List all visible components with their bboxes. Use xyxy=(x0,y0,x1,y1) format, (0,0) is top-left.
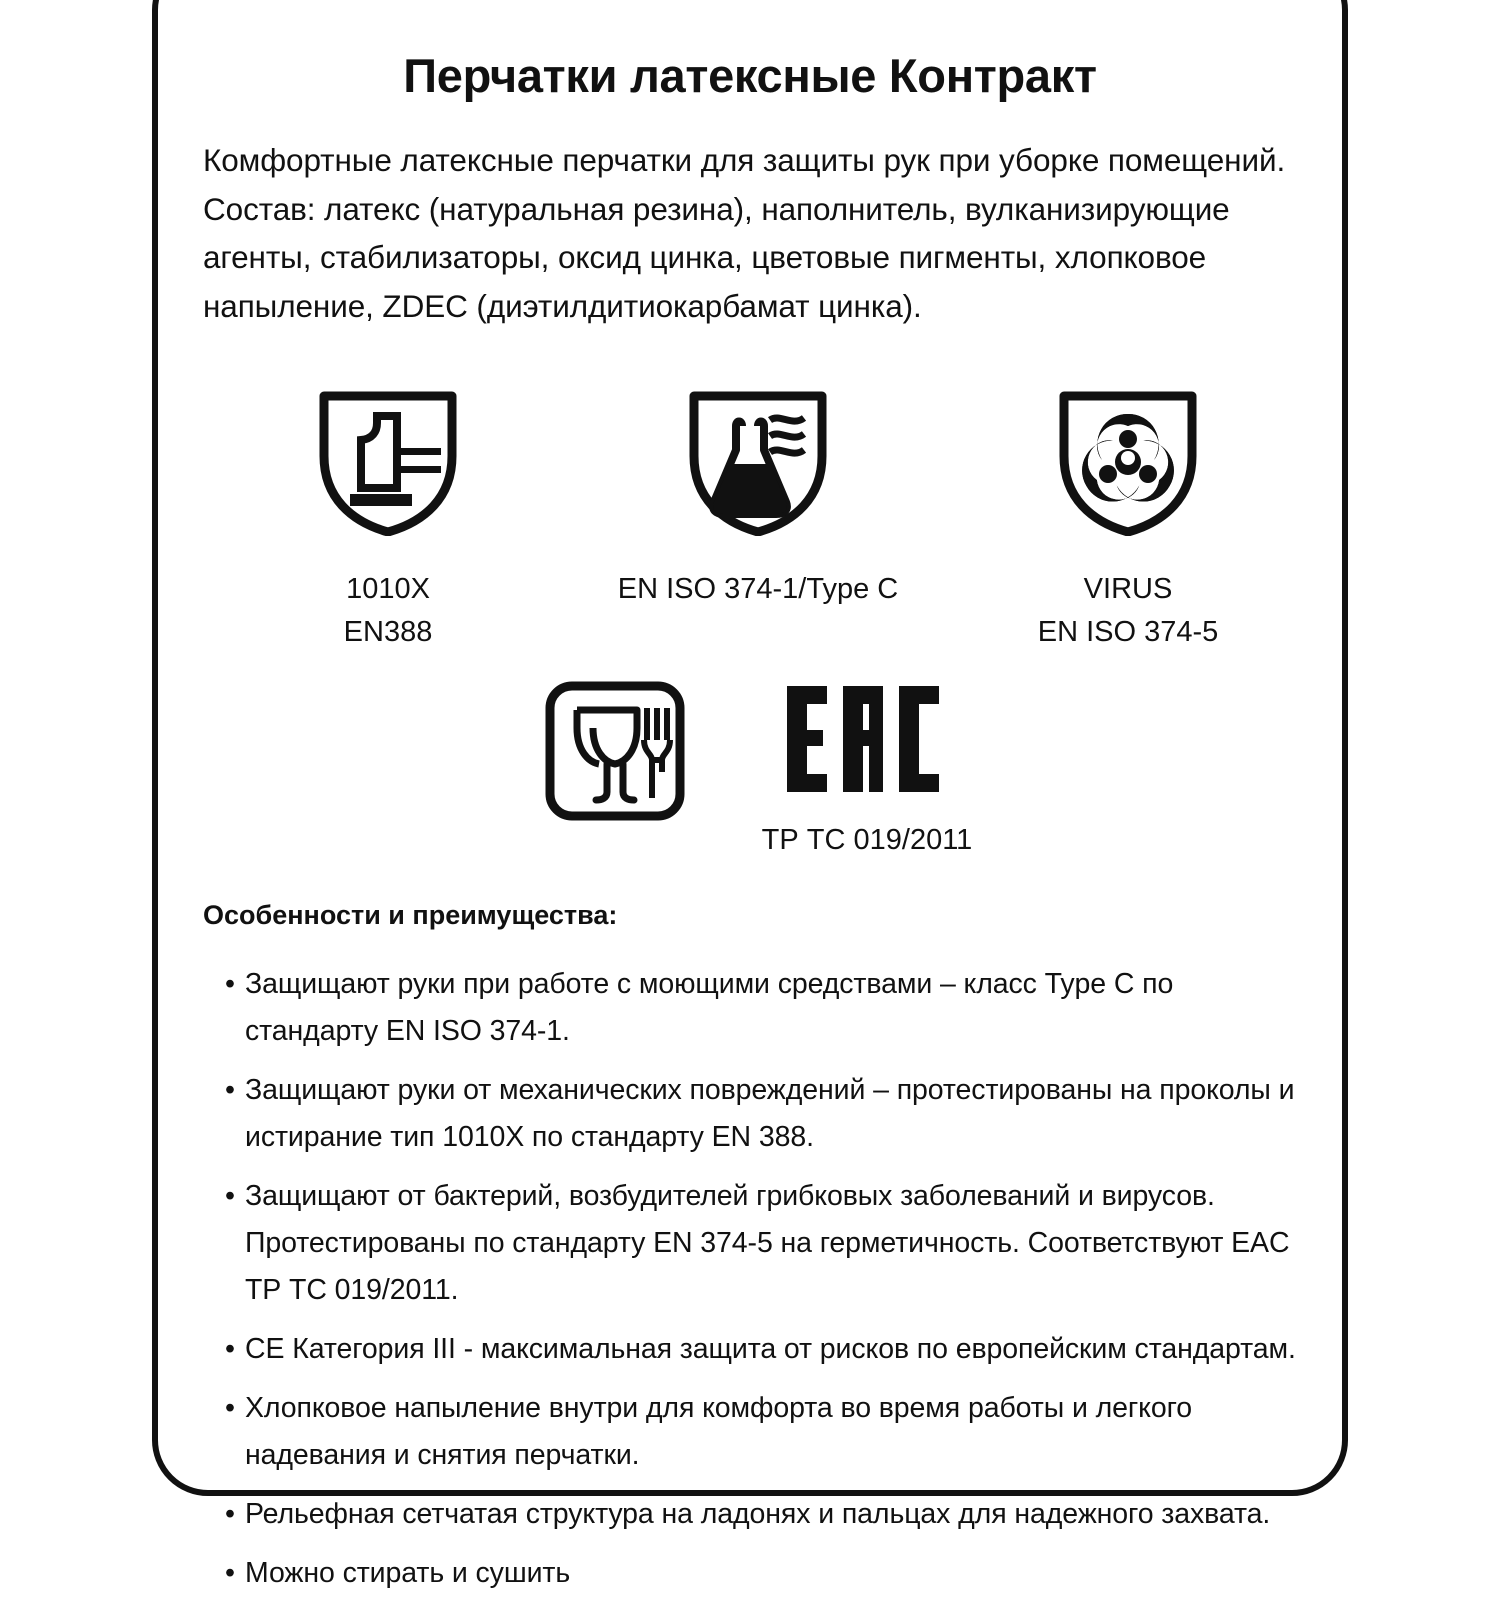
shield-biohazard-icon xyxy=(1054,390,1202,536)
food-safe-glass-fork-icon xyxy=(544,680,686,832)
list-item-text: Защищают руки от механических повреждений – протестированы на проколы и истирание тип 1010X по стандарту EN 388. xyxy=(245,1074,1295,1153)
pictogram-caption-mechanical xyxy=(344,568,433,654)
list-item xyxy=(203,1067,1313,1161)
pictogram-food-safe xyxy=(544,680,686,844)
caption-line-2: EN388 xyxy=(343,616,433,648)
bullet-icon: • xyxy=(225,1180,235,1212)
product-description: Комфортные латексные перчатки для защиты рук при уборке помещений. Состав: латекс (натуральная резина), наполнитель, вулканизирующие агенты, стабилизаторы, оксид цинка, цветовые пигменты, хлопковое напыление, ZDEC (диэтилдитиокарбамат цинка). xyxy=(203,142,1286,324)
list-item xyxy=(203,1491,1313,1538)
product-info-card xyxy=(152,0,1348,1589)
caption-line-1: 1010X xyxy=(346,573,430,605)
shield-mechanical-hazard-icon xyxy=(314,390,462,536)
bullet-icon: • xyxy=(225,1074,235,1106)
pictogram-caption-eac: ТР ТС 019/2011 xyxy=(761,824,973,856)
bullet-icon: • xyxy=(225,1498,235,1530)
certification-pictogram-row-2 xyxy=(203,680,1313,860)
list-item-text: Защищают руки при работе с моющими средствами – класс Type C по стандарту EN ISO 374-1. xyxy=(245,968,1174,1047)
list-item xyxy=(203,1550,1313,1597)
pictogram-caption-chemical xyxy=(618,568,898,611)
pictogram-mechanical-hazard xyxy=(213,390,563,654)
list-item xyxy=(203,961,1313,1055)
page-title: Перчатки латексные Контракт xyxy=(403,49,1097,102)
list-item xyxy=(203,1326,1313,1373)
list-item-text: Можно стирать и сушить xyxy=(245,1557,571,1589)
bullet-icon: • xyxy=(225,1557,235,1589)
pictogram-biohazard xyxy=(953,390,1303,654)
pictogram-eac xyxy=(762,680,973,860)
card-inner xyxy=(158,0,1342,1589)
pictogram-chemical-hazard xyxy=(583,390,933,611)
shield-chemical-hazard-icon xyxy=(684,390,832,536)
pictogram-caption-biohazard xyxy=(1038,568,1219,654)
bullet-icon: • xyxy=(225,1333,235,1365)
bullet-icon: • xyxy=(225,968,235,1000)
features-heading: Особенности и преимущества: xyxy=(203,900,618,930)
bullet-icon: • xyxy=(225,1392,235,1424)
eac-conformity-mark-icon xyxy=(781,680,953,808)
caption-line-2: EN ISO 374-5 xyxy=(1037,616,1219,648)
list-item-text: Хлопковое напыление внутри для комфорта во время работы и легкого надевания и снятия перчатки. xyxy=(245,1392,1193,1471)
certification-pictogram-row-1 xyxy=(203,390,1313,654)
list-item-text: Рельефная сетчатая структура на ладонях и пальцах для надежного захвата. xyxy=(245,1498,1271,1530)
features-list xyxy=(203,961,1313,1597)
list-item xyxy=(203,1173,1313,1314)
caption-line-1: VIRUS xyxy=(1083,573,1173,605)
list-item-text: CE Категория III - максимальная защита от рисков по европейским стандартам. xyxy=(245,1333,1296,1365)
list-item xyxy=(203,1385,1313,1479)
caption-line-1: EN ISO 374-1/Type C xyxy=(617,573,899,605)
list-item-text: Защищают от бактерий, возбудителей грибковых заболеваний и вирусов. Протестированы по стандарту EN 374-5 на герметичность. Соответствуют EAC ТР ТС 019/2011. xyxy=(245,1180,1290,1306)
features-section xyxy=(203,900,1313,1609)
